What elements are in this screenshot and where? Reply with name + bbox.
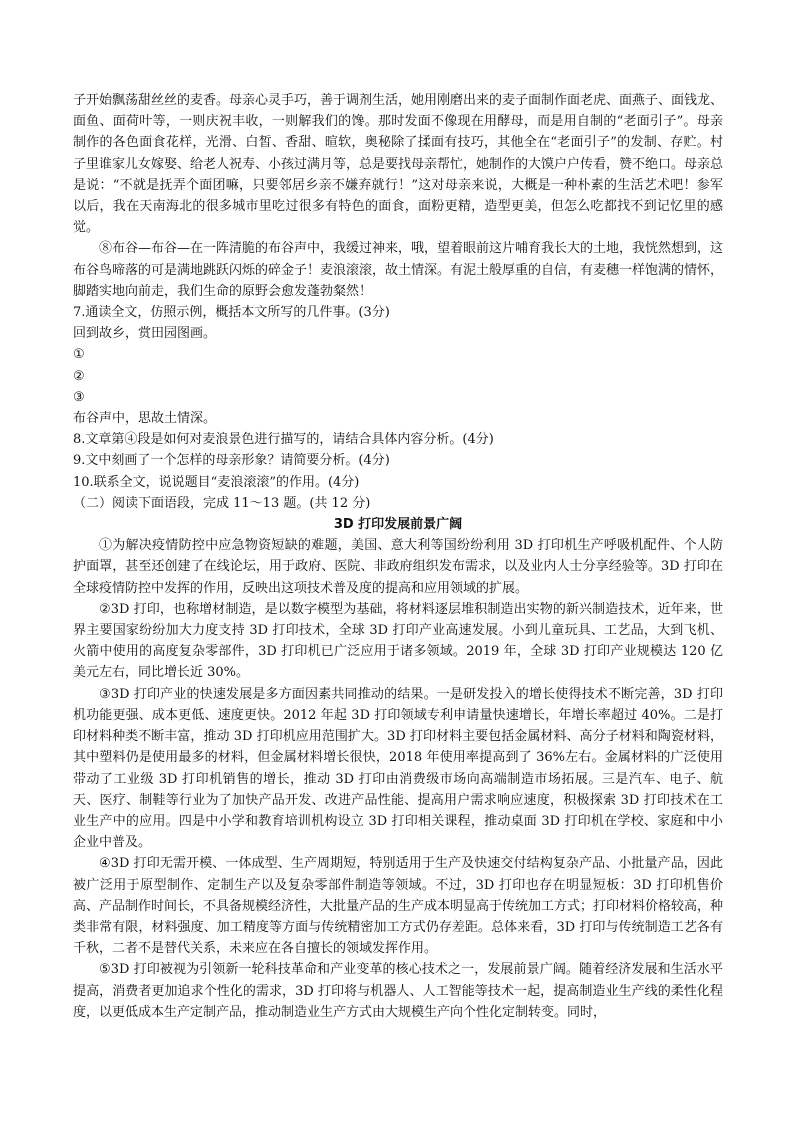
article-body — [73, 535, 723, 1023]
question-line: （二）阅读下面语段，完成 11～13 题。(共 12 分) — [73, 495, 371, 511]
question-line: 布谷声中，思故土情深。 — [73, 411, 217, 427]
paragraph: ①为解决疫情防控中应急物资短缺的难题，美国、意大利等国纷纷利用 3D 打印机生产呼吸机配件、个人防护面罩，甚至还创建了在线论坛，用于政府、医院、非政府组织发布需求，以及业内人士分享经验等。3D 打印在全球疫情防控中发挥的作用，反映出这项技术普及度的提高和应用领域的扩展。 — [73, 538, 723, 596]
question-line: 回到故乡，赏田园图画。 — [73, 326, 217, 342]
question-line: ② — [73, 368, 85, 384]
article-title: 3D 打印发展前景广阔 — [333, 517, 463, 533]
paragraph: 子开始飘荡甜丝丝的麦香。母亲心灵手巧，善于调剂生活，她用刚磨出来的麦子面制作面老虎、面燕子、面钱龙、面鱼、面荷叶等，一则庆祝丰收，一则解我们的馋。那时发面不像现在用酵母，而是用自制的“老面引子”。母亲制作的各色面食花样，光滑、白皙、香甜、暄软，奥秘除了揉面有技巧，其他全在“老面引子”的发制、存贮。村子里谁家儿女嫁娶、给老人祝寿、小孩过满月等，总是要找母亲帮忙，她制作的大馍户户传看，赞不绝口。母亲总是说：“不就是抚弄个面团嘛，只要邻居乡亲不嫌弃就行！”这对母亲来说，大概是一种朴素的生活艺术吧！参军以后，我在天南海北的很多城市里吃过很多有特色的面食，面粉更精，造型更美，但怎么吃都找不到记忆里的感觉。 — [73, 93, 724, 236]
paragraph: ④3D 打印无需开模、一体成型、生产周期短，特别适用于生产及快速交付结构复杂产品、小批量产品，因此被广泛用于原型制作、定制生产以及复杂零部件制造等领域。不过，3D 打印也存在明显短板：3D 打印机售价高、产品制作时间长，不具备规模经济性，大批量产品的生产成本明显高于传统加工方式；打印材料价格较高，种类非常有限，材料强度、加工精度等方面与传统精密加工方式仍存差距。总体来看，3D 打印与传统制造工艺各有千秋，二者不是替代关系，未来应在各自擅长的领域发挥作用。 — [73, 856, 724, 957]
document-page — [73, 90, 723, 1023]
question-line: 10.联系全文，说说题目“麦浪滚滚”的作用。(4分) — [73, 474, 360, 490]
question-line: 9.文中刻画了一个怎样的母亲形象？请简要分析。(4分) — [73, 453, 390, 469]
question-line: ③ — [73, 389, 85, 405]
question-line: 7.通读全文，仿照示例，概括本文所写的几件事。(3分) — [73, 305, 390, 321]
question-line: ① — [73, 347, 85, 363]
question-line: 8.文章第④段是如何对麦浪景色进行描写的，请结合具体内容分析。(4分) — [73, 432, 494, 448]
question-list — [73, 302, 723, 514]
paragraph: ③3D 打印产业的快速发展是多方面因素共同推动的结果。一是研发投入的增长使得技术不断完善，3D 打印机功能更强、成本更低、速度更快。2012 年起 3D 打印领域专利申请量快速增长，年增长率超过 40%。二是打印材料种类不断丰富，推动 3D 打印机应用范围扩大。3D 打印材料主要包括金属材料、高分子材料和陶瓷材料，其中塑料仍是使用最多的材料，但金属材料增长很快，2018 年使用率提高到了 36%左右。金属材料的广泛使用带动了工业级 3D 打印机销售的增长，推动 3D 打印由消费级市场向高端制造市场拓展。三是汽车、电子、航天、医疗、制鞋等行业为了加快产品开发、改进产品性能、提高用户需求响应速度，积极探索 3D 打印技术在工业生产中的应用。四是中小学和教育培训机构设立 3D 打印相关课程，推动桌面 3D 打印机在学校、家庭和中小企业中普及。 — [73, 686, 723, 851]
paragraph: ⑧布谷—布谷—在一阵清脆的布谷声中，我缓过神来，哦，望着眼前这片哺育我长大的土地，我恍然想到，这布谷鸟啼落的可是满地跳跃闪烁的碎金子！麦浪滚滚，故土情深。有泥土般厚重的自信，有麦穗一样饱满的情怀，脚踏实地向前走，我们生命的原野会愈发蓬勃粲然！ — [73, 241, 724, 299]
paragraph: ②3D 打印，也称增材制造，是以数字模型为基础，将材料逐层堆积制造出实物的新兴制造技术，近年来，世界主要国家纷纷加大力度支持 3D 打印技术，全球 3D 打印产业高速发展。小到儿童玩具、工艺品，大到飞机、火箭中使用的高度复杂零部件，3D 打印机已广泛应用于诸多领域。2019 年，全球 3D 打印产业规模达 120 亿美元左右，同比增长近 30%。 — [73, 601, 723, 681]
essay-continuation — [73, 90, 723, 302]
paragraph: ⑤3D 打印被视为引领新一轮科技革命和产业变革的核心技术之一，发展前景广阔。随着经济发展和生活水平提高，消费者更加追求个性化的需求，3D 打印将与机器人、人工智能等技术一起，提高制造业生产线的柔性化程度，以更低成本生产定制产品，推动制造业生产方式由大规模生产向个性化定制转变。同时， — [73, 962, 723, 1020]
